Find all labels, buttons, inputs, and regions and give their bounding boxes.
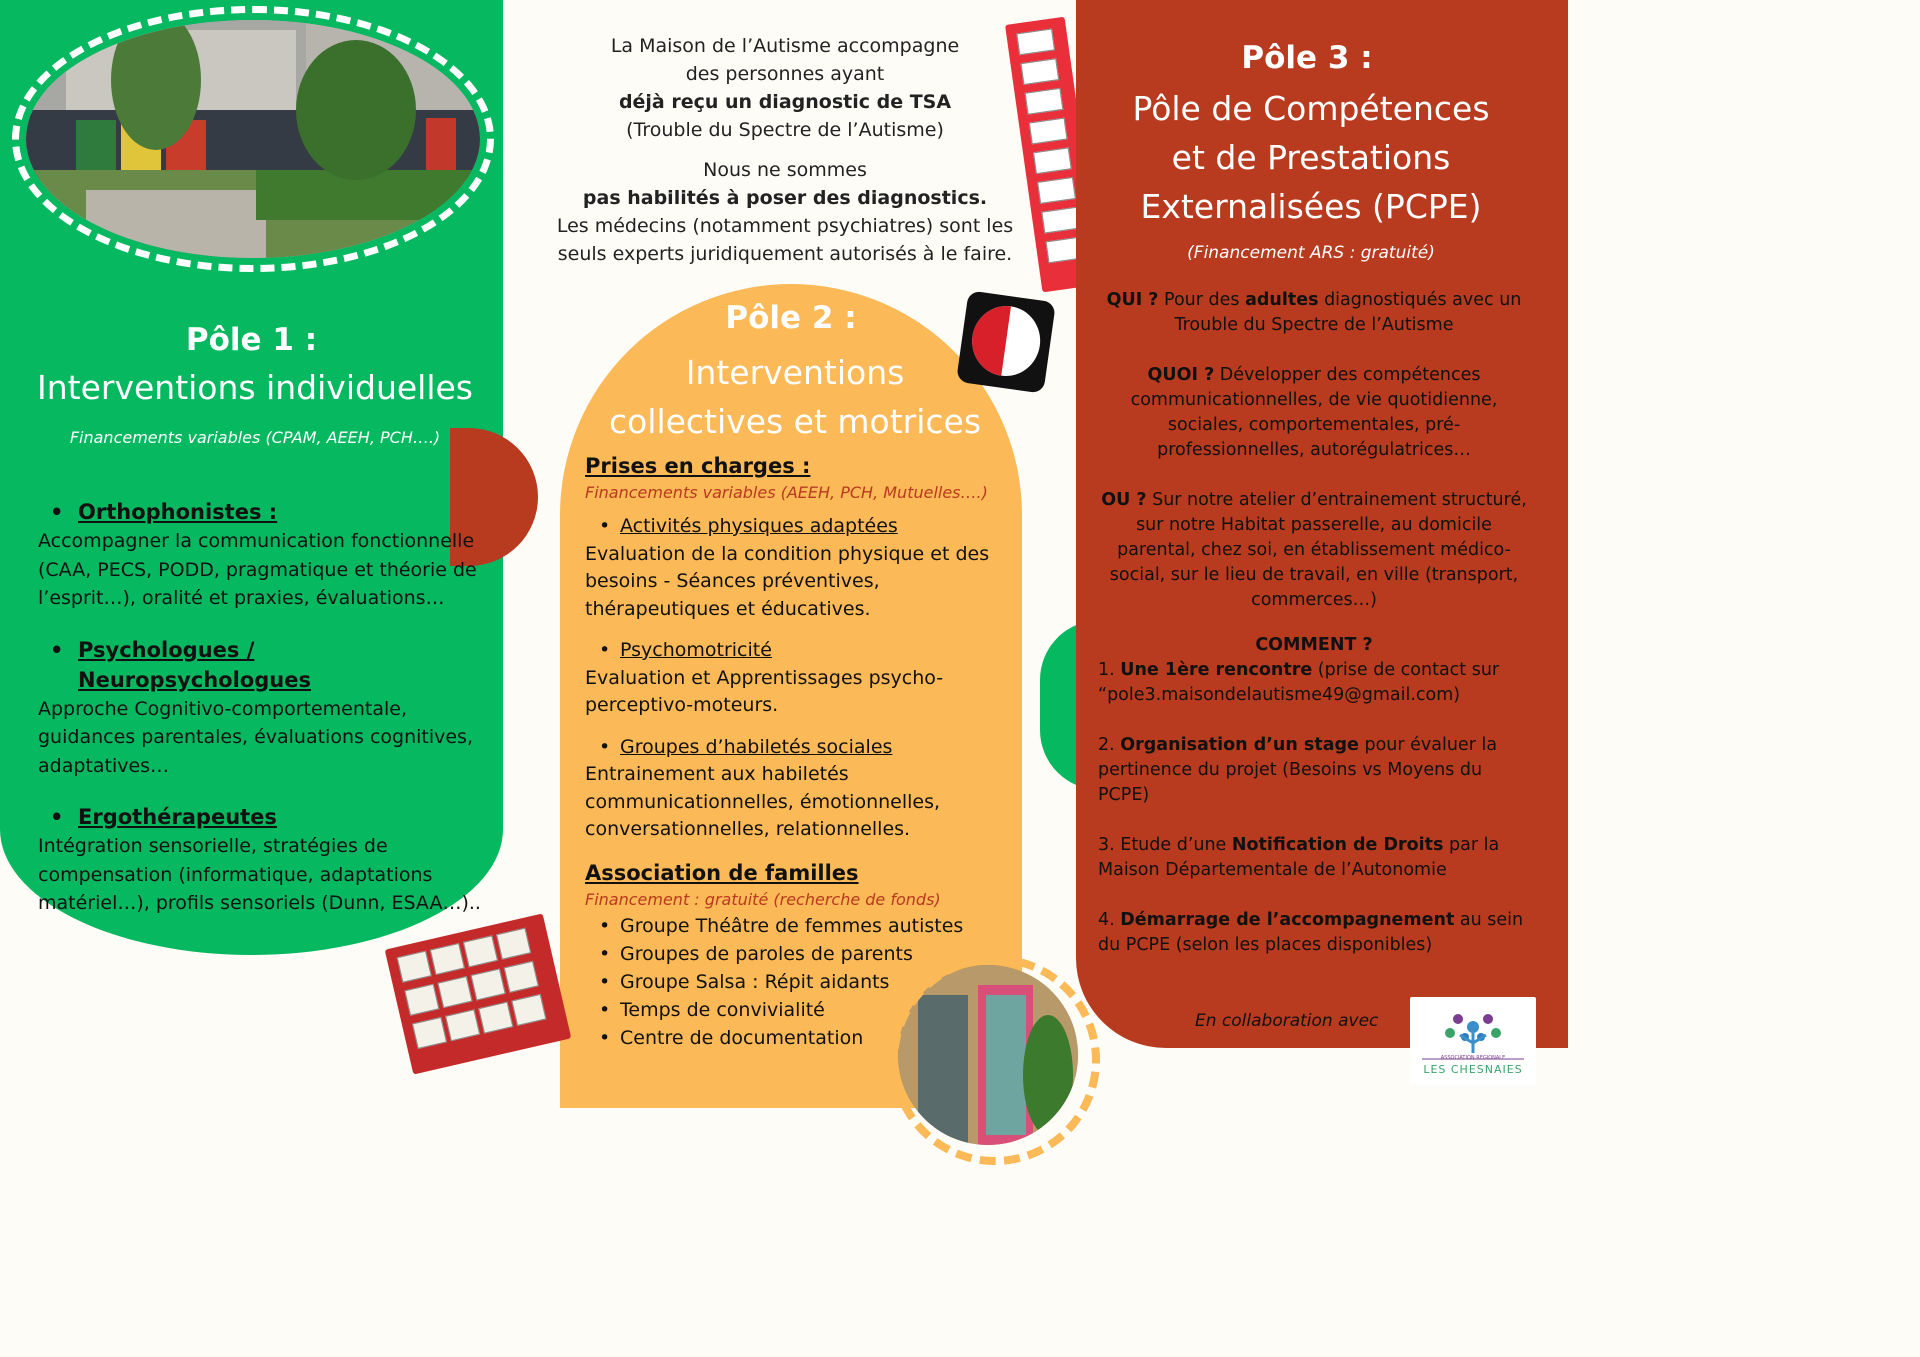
assoc-item: • Groupe Théâtre de femmes autistes	[585, 912, 1010, 940]
pole2-content	[585, 451, 1010, 1052]
entrance-dashed-frame	[890, 955, 1100, 1165]
assoc-financing: Financement : gratuité (recherche de fonds)	[585, 889, 941, 909]
pole1-title: Pôle 1 :	[185, 322, 318, 358]
quoi-label: QUOI ?	[1147, 365, 1215, 385]
ou-text: Sur notre atelier d’entrainement structuré, sur notre Habitat passerelle, au domicile parental, chez soi, en établissement médico-social, sur le lieu de travail, en ville (transport, commerces…)	[1109, 490, 1527, 610]
step-3	[1098, 833, 1530, 883]
step-text: (prise de contact sur “pole3.maisondelautisme49@gmail.com)	[1098, 660, 1500, 705]
qui-text: Pour des	[1158, 290, 1246, 310]
step-text: 1.	[1098, 660, 1121, 680]
care-heading: Prises en charges :	[585, 454, 811, 478]
pole2-subtitle-line: Interventions	[685, 353, 905, 392]
care-item-text: Entrainement aux habiletés communicationnelles, émotionnelles, conversationnelles, relationnelles.	[585, 763, 941, 840]
pole3-subtitle	[1076, 84, 1546, 231]
step-2	[1098, 733, 1530, 808]
section-text: Accompagner la communication fonctionnelle (CAA, PECS, PODD, pragmatique et théorie de l’esprit…), oralité et praxies, évaluations…	[38, 530, 477, 609]
pole3-subtitle-line: Externalisées (PCPE)	[1140, 187, 1482, 226]
quoi-text: Développer des compétences communicationnelles, de vie quotidienne, sociales, comportementales, pré-professionnelles, autorégulatrices…	[1130, 365, 1498, 460]
ou-label: OU ?	[1101, 490, 1147, 510]
section-text: Intégration sensorielle, stratégies de compensation (informatique, adaptations matériel…), profils sensoriels (Dunn, ESAA…)..	[38, 835, 481, 914]
step-text: par la Maison Départementale de l’Autonomie	[1098, 835, 1500, 880]
care-item-text: Evaluation de la condition physique et des besoins - Séances préventives, thérapeutiques et éducatives.	[585, 542, 990, 620]
intro-line: La Maison de l’Autisme accompagne	[610, 35, 960, 57]
intro-line-bold: déjà reçu un diagnostic de TSA	[618, 91, 952, 113]
section-heading: • Ergothérapeutes	[38, 802, 493, 832]
pole3-content	[1098, 288, 1530, 958]
pole3-financing: (Financement ARS : gratuité)	[1187, 243, 1435, 263]
care-item-heading: • Groupes d’habiletés sociales	[585, 734, 1010, 762]
ou-paragraph	[1098, 488, 1530, 613]
intro-line: (Trouble du Spectre de l’Autisme)	[626, 119, 944, 141]
step-text: 4.	[1098, 910, 1121, 930]
assoc-heading: Association de familles	[585, 860, 859, 885]
pole3-title: Pôle 3 :	[1241, 40, 1373, 76]
intro-text	[525, 32, 1045, 268]
visual-timer-image	[956, 290, 1056, 393]
assoc-item: • Centre de documentation	[585, 1024, 1010, 1052]
step-4	[1098, 908, 1530, 958]
care-financing: Financements variables (AEEH, PCH, Mutuelles….)	[585, 483, 988, 502]
step-bold: Démarrage de l’accompagnement	[1120, 910, 1455, 930]
collaboration-text: En collaboration avec	[1195, 1011, 1379, 1031]
intro-line: seuls experts juridiquement autorisés à le faire.	[557, 243, 1013, 265]
care-item-text: Evaluation et Apprentissages psycho-perceptivo-moteurs.	[585, 666, 944, 716]
step-text: au sein du PCPE (selon les places disponibles)	[1098, 910, 1524, 955]
intro-line: des personnes ayant	[685, 63, 885, 85]
intro-line: Nous ne sommes	[703, 159, 867, 181]
care-item-heading: • Psychomotricité	[585, 637, 1010, 665]
les-chesnaies-logo	[1410, 997, 1536, 1085]
pole3-subtitle-line: et de Prestations	[1171, 138, 1451, 177]
step-bold: Une 1ère rencontre	[1120, 660, 1313, 680]
pole2-subtitle-line: collectives et motrices	[608, 402, 982, 441]
logo-line-1: ASSOCIATION REGIONALE	[1440, 1055, 1506, 1061]
step-bold: Notification de Droits	[1231, 835, 1444, 855]
photo-dashed-frame	[12, 6, 494, 272]
care-item-heading: • Activités physiques adaptées	[585, 513, 1010, 541]
assoc-item: • Temps de convivialité	[585, 996, 1010, 1024]
step-text: pour évaluer la pertinence du projet (Besoins vs Moyens du PCPE)	[1098, 735, 1498, 805]
comment-label: COMMENT ?	[1255, 635, 1373, 655]
pole3-subtitle-line: Pôle de Compétences	[1132, 89, 1490, 128]
qui-text: diagnostiqués avec un Trouble du Spectre de l’Autisme	[1174, 290, 1522, 335]
assoc-item: • Groupes de paroles de parents	[585, 940, 1010, 968]
pole1-financing: Financements variables (CPAM, AEEH, PCH….)	[69, 428, 441, 447]
section-heading: • Orthophonistes :	[38, 497, 493, 527]
qui-paragraph	[1098, 288, 1530, 338]
pole1-subtitle: Interventions individuelles	[37, 368, 473, 407]
section-heading: • Psychologues / Neuropsychologues	[38, 635, 493, 695]
logo-line-2: LES CHESNAIES	[1423, 1063, 1523, 1076]
assoc-item: • Groupe Salsa : Répit aidants	[585, 968, 1010, 996]
section-text: Approche Cognitivo-comportementale, guidances parentales, évaluations cognitives, adaptatives…	[38, 697, 473, 777]
step-bold: Organisation d’un stage	[1120, 735, 1359, 755]
intro-line-bold: pas habilités à poser des diagnostics.	[582, 187, 988, 209]
intro-line: Les médecins (notamment psychiatres) sont les	[556, 215, 1014, 237]
pole1-sections	[38, 497, 493, 940]
qui-bold: adultes	[1245, 290, 1319, 310]
step-text: 3. Etude d’une	[1098, 835, 1232, 855]
quoi-paragraph	[1098, 363, 1530, 463]
step-1	[1098, 658, 1530, 708]
step-text: 2.	[1098, 735, 1121, 755]
pole2-title: Pôle 2 :	[725, 300, 857, 336]
qui-label: QUI ?	[1106, 290, 1159, 310]
